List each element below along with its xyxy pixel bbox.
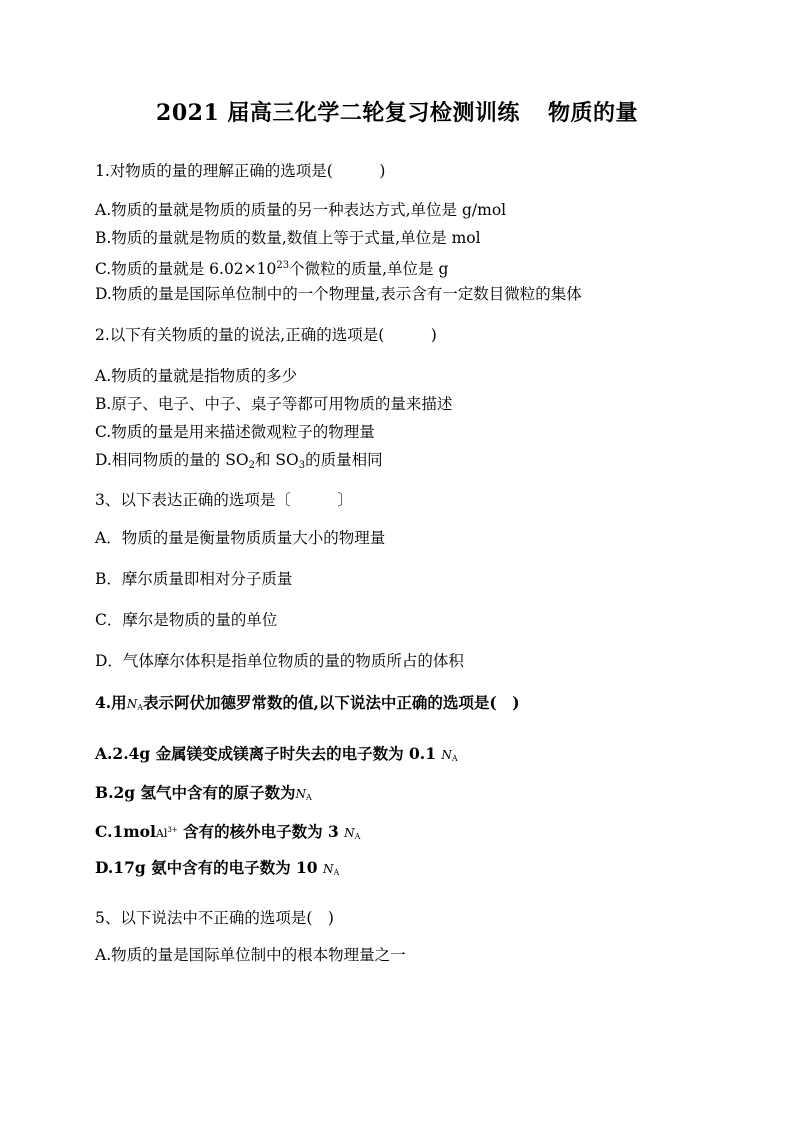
- q2-d-sub1: 2: [248, 460, 255, 471]
- q1-c-pre: C.物质的量就是 6.02×10: [95, 260, 277, 278]
- q3-option-c: C．摩尔是物质的量的单位: [95, 611, 278, 629]
- q5-option-a: A.物质的量是国际单位制中的根本物理量之一: [95, 946, 406, 964]
- q1-stem: 1.对物质的量的理解正确的选项是( ): [95, 162, 386, 180]
- q2-option-a: A.物质的量就是指物质的多少: [95, 367, 298, 385]
- q3-option-d: D．气体摩尔体积是指单位物质的量的物质所占的体积: [95, 652, 464, 670]
- q2-option-d: [95, 450, 383, 476]
- q5-stem: 5、以下说法中不正确的选项是( ): [95, 909, 334, 927]
- q4-option-a: A.2.4g 金属镁变成镁离子时失去的电子数为 0.1 $N_A$: [95, 744, 458, 763]
- q1-c-post: 个微粒的质量,单位是 g: [289, 260, 449, 278]
- q2-d-post: 的质量相同: [305, 451, 383, 469]
- q4-stem-pre: 4.用: [95, 693, 127, 712]
- q2-option-c: C.物质的量是用来描述微观粒子的物理量: [95, 423, 375, 441]
- q4-stem-post: 表示阿伏加德罗常数的值,以下说法中正确的选项是( ): [142, 693, 520, 712]
- q2-option-b: B.原子、电子、中子、桌子等都可用物质的量来描述: [95, 395, 453, 413]
- q2-d-sub2: 3: [298, 460, 306, 471]
- avogadro-symbol: $N_A$: [322, 862, 340, 877]
- q3-option-b: B．摩尔质量即相对分子质量: [95, 570, 293, 588]
- q1-c-exponent: 23: [276, 260, 290, 271]
- q2-d-mid: 和 SO: [254, 451, 299, 469]
- q2-d-pre: D.相同物质的量的 SO: [95, 451, 249, 469]
- avogadro-symbol: $N_A$: [126, 697, 143, 712]
- q1-option-b: B.物质的量就是物质的数量,数值上等于式量,单位是 mol: [95, 229, 481, 247]
- q3-option-a: A．物质的量是衡量物质质量大小的物理量: [95, 529, 386, 547]
- title-main: 2021 届高三化学二轮复习检测训练: [156, 100, 520, 126]
- q4-option-b: B.2g 氢气中含有的原子数为$N_A$: [95, 783, 312, 802]
- aluminium-ion: $Al^{3+}$: [155, 826, 178, 840]
- page-title: [0, 96, 794, 127]
- q1-option-c: [95, 256, 448, 279]
- q4-option-d: D.17g 氨中含有的电子数为 10 $N_A$: [95, 858, 340, 877]
- q3-stem: 3、以下表达正确的选项是〔 〕: [95, 491, 353, 509]
- q1-option-d: D.物质的量是国际单位制中的一个物理量,表示含有一定数目微粒的集体: [95, 285, 582, 303]
- q1-option-a: A.物质的量就是物质的质量的另一种表达方式,单位是 g/mol: [95, 201, 507, 219]
- q2-stem: 2.以下有关物质的量的说法,正确的选项是( ): [95, 326, 437, 344]
- avogadro-symbol: $N_A$: [295, 787, 312, 802]
- avogadro-symbol: $N_A$: [441, 748, 458, 763]
- avogadro-symbol: $N_A$: [344, 826, 361, 841]
- title-sub: 物质的量: [547, 100, 638, 126]
- q4-stem: [95, 693, 520, 718]
- q4-option-c: C.1molAl$^{3+}$ 含有的核外电子数为 3 $N_A$: [95, 822, 361, 841]
